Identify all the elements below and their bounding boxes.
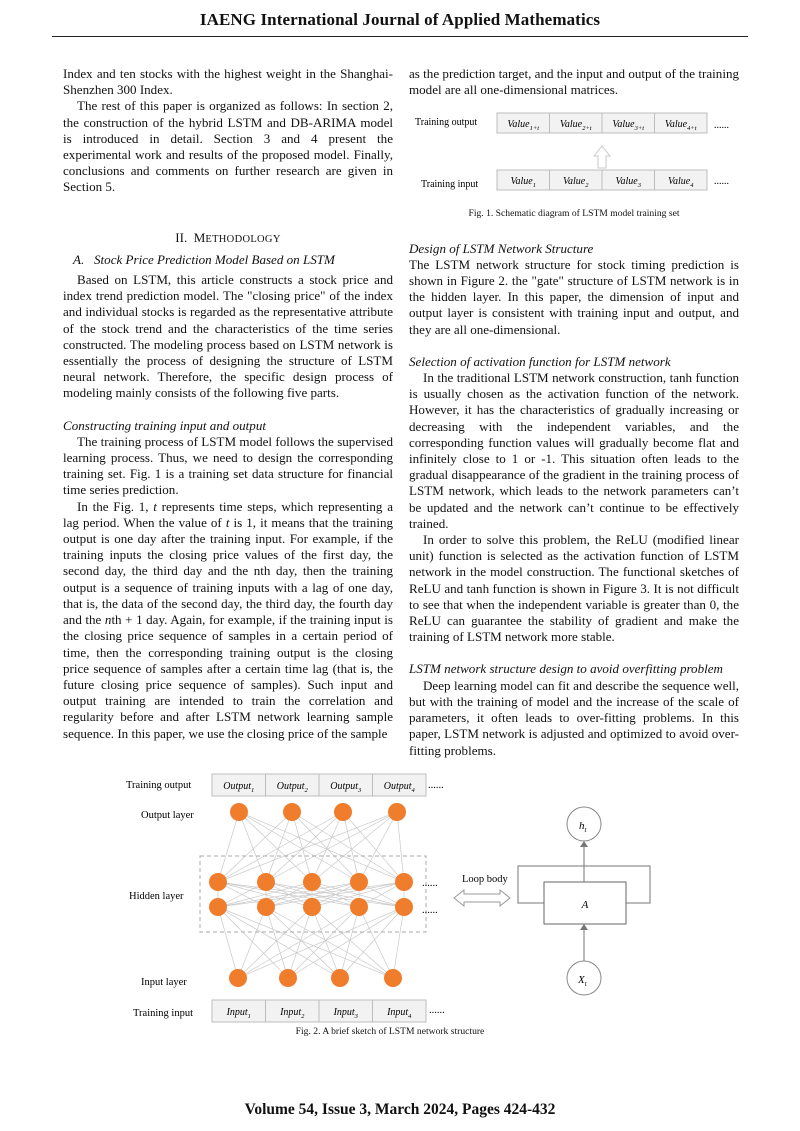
fig1-input-cells — [497, 170, 707, 190]
fig1-input-dots: ...... — [714, 176, 729, 188]
fig2-output-cell-base: Output — [330, 781, 359, 792]
ht-label: $h_t$ — [579, 820, 587, 834]
fig2-caption: Fig. 2. A brief sketch of LSTM network structure — [295, 1026, 485, 1037]
hidden-node — [303, 873, 321, 891]
footer-volume: Volume 54, Issue 3, March 2024, Pages 424-432 — [244, 1101, 556, 1118]
fig2-training-output-label: Training output — [126, 780, 192, 791]
fig2-input-cell-base: Input — [333, 1007, 355, 1018]
fig1-output-dots: ...... — [714, 120, 729, 132]
input-node — [331, 969, 349, 987]
fig2-input-cell-sub: 2 — [301, 1013, 305, 1020]
hidden-node — [257, 898, 275, 916]
fig1-input-cell-sub: 1 — [532, 182, 536, 190]
fig1-output-cells — [497, 113, 707, 133]
connection-line — [343, 812, 359, 882]
fig2-output-cell-base: Output — [276, 781, 305, 792]
fig2-training-input-label: Training input — [133, 1008, 193, 1019]
fig2-output-dots: ...... — [428, 780, 444, 791]
fig2-input-cells — [212, 1000, 426, 1022]
connection-line — [218, 907, 238, 978]
lstm-cell-label: A — [581, 899, 589, 911]
fig2-output-cell-sub: 3 — [358, 787, 362, 794]
figure-1 — [409, 112, 739, 222]
arrow-head-up-icon — [580, 841, 588, 847]
connection-line — [343, 812, 404, 882]
left-paragraph-3: Based on LSTM, this article constructs a stock price and index trend prediction model. The "closing price" of the index and individual stocks is regarded as the representative attribute of the stock trend and the characteristics of the time series constructed. The modeling process based on LSTM network is essentially the process of designing the structure of LSTM neural network. Therefore, the specific design process of modeling mainly consists of the following five parts. — [63, 272, 393, 401]
fig1-input-cell-base: Value — [615, 176, 638, 188]
hidden-node — [395, 873, 413, 891]
figure-1-diagram — [409, 112, 739, 204]
connection-line — [238, 907, 404, 978]
connection-line — [218, 812, 239, 882]
fig2-input-cell-base: Input — [226, 1007, 248, 1018]
right-paragraph-2: The LSTM network structure for stock timing prediction is shown in Figure 2. the "gate" structure of LSTM network is in the hidden layer. In this paper, the dimension of input and output layer is consistent with training input and output, and they are all one-dimensional. — [409, 256, 739, 337]
right-column — [409, 66, 739, 759]
output-node — [388, 803, 406, 821]
connection-line — [239, 812, 404, 882]
hidden-node — [350, 898, 368, 916]
fig1-output-cell-base: Value — [612, 119, 635, 131]
heading-overfitting: LSTM network structure design to avoid overfitting problem — [409, 661, 723, 677]
right-paragraph-1: as the prediction target, and the input and output of the training model are all one-dimensional matrices. — [409, 66, 739, 98]
journal-header: IAENG International Journal of Applied Mathematics — [199, 10, 601, 29]
double-arrow-icon — [454, 890, 510, 906]
xt-label: $X_t$ — [578, 974, 587, 988]
fig2-output-cell-sub: 1 — [251, 787, 255, 794]
fig2-hidden-dots-2: ...... — [422, 905, 438, 916]
fig1-input-cell-base: Value — [510, 176, 533, 188]
fig2-input-cell-base: Input — [280, 1007, 302, 1018]
hidden-node — [395, 898, 413, 916]
hidden-node — [257, 873, 275, 891]
connection-line — [397, 812, 404, 882]
fig1-output-cell-sub: 4+t — [687, 125, 697, 133]
hidden-node — [350, 873, 368, 891]
connection-line — [312, 907, 340, 978]
connection-line — [288, 907, 312, 978]
hidden-node — [209, 898, 227, 916]
output-node — [334, 803, 352, 821]
fig2-input-cell-sub: 3 — [354, 1013, 358, 1020]
fig1-input-cell-base: Value — [563, 176, 586, 188]
fig1-output-label: Training output — [415, 117, 478, 129]
fig2-input-cell-sub: 1 — [247, 1013, 251, 1020]
connection-line — [239, 812, 266, 882]
connection-line — [312, 812, 343, 882]
fig2-input-cell-sub: 4 — [408, 1013, 412, 1020]
connection-line — [266, 812, 292, 882]
fig1-input-label: Training input — [421, 179, 479, 191]
left-paragraph-5 — [63, 499, 393, 742]
fig2-output-cell-sub: 4 — [411, 787, 415, 794]
input-node — [229, 969, 247, 987]
p5-part-b: represents time steps, which representing a lag period. When the value of — [63, 498, 393, 530]
hidden-node — [303, 898, 321, 916]
section-title-rest: ETHODOLOGY — [205, 233, 281, 245]
connection-line — [359, 907, 393, 978]
fig1-input-cell-sub: 3 — [637, 182, 641, 190]
p5-part-c: is 1, it means that the training output is one day after the training input. For example, if the training inputs the closing price values of the first day, the second day, the third day and the nth day, then the training output is a sequence of training inputs with a lag of one day, that is, the data of the second day, the third day, the fourth day and the — [63, 514, 393, 628]
fig2-hidden-dots-1: ...... — [422, 878, 438, 889]
p5-var-t2: t — [225, 514, 230, 530]
p5-var-t1: t — [153, 498, 157, 514]
fig2-connections — [218, 812, 404, 978]
fig1-output-cell-base: Value — [507, 119, 530, 131]
fig1-output-cell-sub: 2+t — [582, 125, 592, 133]
fig2-input-cell-base: Input — [387, 1007, 409, 1018]
section-title-first: M — [193, 229, 206, 245]
fig1-caption: Fig. 1. Schematic diagram of LSTM model training set — [468, 208, 680, 220]
fig2-output-cell-base: Output — [223, 781, 252, 792]
fig2-output-layer-label: Output layer — [141, 810, 194, 821]
heading-training-io: Constructing training input and output — [63, 417, 266, 433]
p5-part-a: In the Fig. 1, — [77, 498, 154, 514]
fig1-input-cell-sub: 2 — [585, 182, 589, 190]
left-paragraph-4: The training process of LSTM model follows the supervised learning process. Thus, we need to design the corresponding training set. Fig. 1 is a training set data structure for financial time series prediction. — [63, 433, 393, 498]
connection-line — [238, 907, 312, 978]
connection-line — [238, 907, 266, 978]
heading-design: Design of LSTM Network Structure — [409, 240, 594, 256]
section-number: II. — [175, 229, 188, 245]
left-column — [63, 66, 393, 742]
connection-line — [218, 812, 397, 882]
fig2-input-dots: ...... — [429, 1005, 445, 1016]
fig2-output-cell-sub: 2 — [304, 787, 308, 794]
right-paragraph-5: Deep learning model can fit and describe the sequence well, but with the training of model and the increase of the scale of parameters, it often leads to over-fitting problems. In this paper, LSTM network is adjusted and optimized to avoid over-fitting problems. — [409, 677, 739, 758]
fig1-input-cell-sub: 4 — [690, 182, 694, 190]
fig1-output-cell-base: Value — [559, 119, 583, 131]
fig2-input-layer-label: Input layer — [141, 977, 187, 988]
left-paragraph-1: Index and ten stocks with the highest weight in the Shanghai-Shenzhen 300 Index. — [63, 66, 393, 98]
fig1-output-cell-base: Value — [664, 119, 688, 131]
connection-line — [312, 907, 393, 978]
figure-2-diagram — [108, 770, 708, 1050]
fig2-output-cells — [212, 774, 426, 796]
fig2-output-cell-base: Output — [383, 781, 412, 792]
left-paragraph-2: The rest of this paper is organized as follows: In section 2, the construction of the hybrid LSTM and DB-ARIMA model is introduced in detail. Section 3 and 4 present the experimental work and results of the proposed model. Finally, conclusions and comments on further research are given in Section 5. — [63, 98, 393, 195]
fig1-input-cell-base: Value — [668, 176, 691, 188]
fig2-loop-body-label: Loop body — [462, 874, 508, 885]
right-paragraph-4: In order to solve this problem, the ReLU (modified linear unit) function is selected as the activation function of LSTM network in the model construction. The functional sketches of ReLU and tanh function is shown in Figure 3. It is not difficult to see that when the independent variable is greater than 0, the ReLU can guarantee the stability of gradient and make the training of LSTM network more stable. — [409, 532, 739, 645]
heading-activation: Selection of activation function for LSTM network — [409, 353, 671, 369]
figure-2 — [108, 770, 708, 1050]
section-heading — [63, 230, 393, 248]
fig1-output-cell-sub: 3+t — [634, 125, 645, 133]
input-node — [279, 969, 297, 987]
subsection-heading: A. Stock Price Prediction Model Based on LSTM — [73, 251, 335, 267]
output-node — [283, 803, 301, 821]
p5-part-d: th + 1 day. Again, for example, if the training input is the closing price sequence of samples in a certain period of time, then the corresponding training output is the closing price sequence of samples after a certain time lag (that is, the future closing price sequence of samples). Such input and output training are intended to train the correlation and regularity before and after LSTM network learning sample sequence. In this paper, we use the closing price of the sample — [63, 612, 393, 741]
connection-line — [239, 812, 312, 882]
input-node — [384, 969, 402, 987]
up-arrow-icon — [594, 146, 610, 168]
connection-line — [239, 812, 359, 882]
fig2-hidden-layer-label: Hidden layer — [129, 891, 184, 902]
header-rule — [52, 36, 748, 37]
arrow-head-up-icon — [580, 924, 588, 930]
hidden-node — [209, 873, 227, 891]
output-node — [230, 803, 248, 821]
fig1-output-cell-sub: 1+t — [529, 125, 540, 133]
right-paragraph-3: In the traditional LSTM network construction, tanh function is usually chosen as the activation function of the network. However, it has the characteristics of gradually increasing or decreasing with the independent variables, and the corresponding function values will gradually become flat and infinitely close to 1 or -1. This situation often leads to the gradual disappearance of the gradient in the training process of LSTM network, which leads to the network parameters can’t be updated and the network can’t continue to be effectively trained. — [409, 370, 739, 531]
p5-var-n: n — [104, 612, 112, 628]
